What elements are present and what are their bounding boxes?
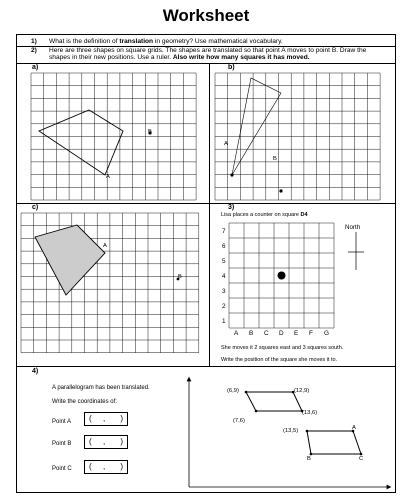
question-4-line-1: A parallelogram has been translated. (52, 385, 150, 391)
x-axis-label: G (324, 330, 329, 337)
y-axis-label: 6 (222, 243, 226, 250)
coord-6-9: (6,9) (227, 388, 239, 394)
divider (17, 63, 395, 64)
shape-c-quadrilateral (35, 225, 105, 295)
translated-parallelogram (307, 431, 361, 454)
point-b-label: B (273, 156, 277, 162)
point-a-label: A (224, 141, 228, 147)
x-axis-label: B (249, 330, 254, 337)
point-c-answer-box[interactable]: ( , ) (84, 460, 128, 474)
point-c-label: C (359, 456, 364, 462)
compass-cross-icon (346, 232, 366, 270)
north-label: North (345, 224, 361, 231)
x-axis-label: F (309, 330, 313, 337)
point-c-answer-label: Point C (52, 466, 72, 472)
y-axis-label: 7 (222, 228, 226, 235)
question-1-text: What is the definition of translation in geometry? Use mathematical vocabulary. (49, 38, 283, 45)
grid-c (21, 213, 201, 363)
x-axis-label: A (234, 330, 239, 337)
vertex-marker (245, 391, 248, 394)
point-b-answer-label: Point B (52, 441, 72, 447)
column-divider (209, 63, 210, 366)
point-a-answer-label: Point A (52, 419, 72, 425)
x-axis-label: C (264, 330, 269, 337)
point-a-label: A (106, 174, 110, 180)
coord-13-5: (13,5) (283, 428, 299, 434)
x-axis-label: D (279, 330, 284, 337)
point-b-label: B (148, 129, 152, 135)
vertex-marker (360, 453, 363, 456)
grid-b (215, 73, 381, 199)
question-3-prompt: Write the position of the square she moves it to. (221, 357, 338, 363)
question-3-label: 3) (228, 204, 235, 211)
y-axis-label: 2 (222, 303, 226, 310)
original-parallelogram (246, 392, 302, 411)
question-4-label: 4) (32, 368, 39, 375)
point-b-marker (279, 189, 282, 192)
divider (17, 366, 395, 367)
vertex-marker (255, 410, 258, 413)
coord-12-9: (12,9) (294, 388, 310, 394)
y-axis-label: 1 (222, 318, 226, 325)
point-a-label: A (103, 243, 107, 249)
question-4-line-2: Write the coordinates of: (52, 399, 117, 405)
question-3-intro: Lisa places a counter on square D4 (221, 212, 308, 218)
question-2-text: Here are three shapes on square grids. The shapes are translated so that point A moves to point B. Draw the shapes in their new positions. Use a ruler. Also write how many squares it has moved. (49, 47, 367, 61)
question-1-number: 1) (31, 38, 37, 45)
question-3-moves: She moves it 2 squares east and 3 squares south. (221, 345, 344, 351)
x-axis-label: E (294, 330, 299, 337)
point-b-label: B (178, 274, 182, 280)
worksheet-table (16, 34, 396, 493)
part-c-label: c) (32, 204, 39, 211)
point-b-answer-box[interactable]: ( , ) (84, 435, 128, 449)
page-title: Worksheet (162, 6, 250, 25)
point-a-marker (230, 173, 233, 176)
coord-7-6: (7,6) (233, 418, 245, 424)
vertex-marker (306, 430, 309, 433)
y-axis-label: 3 (222, 288, 226, 295)
point-b-label: B (307, 456, 311, 462)
grid-a (31, 73, 197, 199)
point-a-answer-box[interactable]: ( , ) (84, 412, 128, 426)
part-a-label: a) (32, 64, 39, 71)
coord-13-6: (13,6) (302, 410, 318, 416)
grid-3 (229, 223, 334, 328)
vertex-marker (310, 453, 313, 456)
y-axis-label: 4 (222, 273, 226, 280)
question-2-number: 2) (31, 47, 37, 54)
counter (278, 272, 286, 280)
divider (17, 203, 395, 204)
shape-a-quadrilateral (39, 110, 123, 175)
y-axis-label: 5 (222, 258, 226, 265)
point-a-label: A (352, 425, 356, 431)
part-b-label: b) (228, 64, 235, 71)
